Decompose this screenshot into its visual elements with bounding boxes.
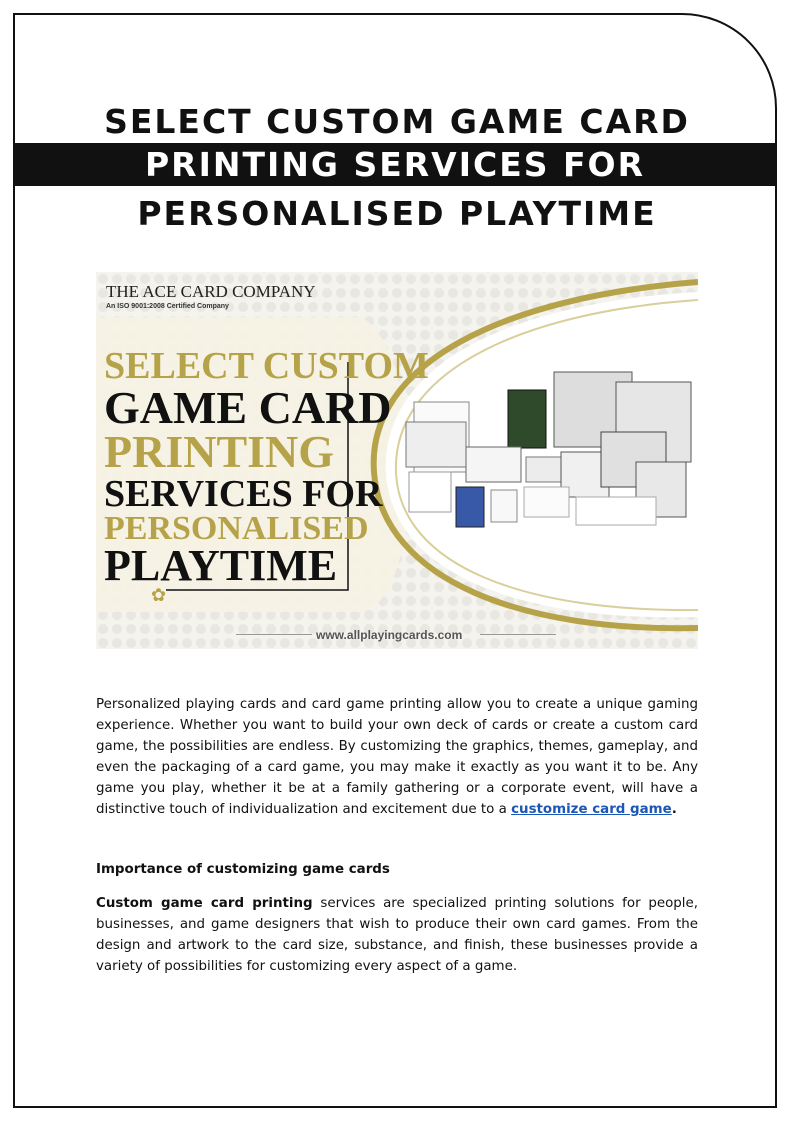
section-paragraph bbox=[96, 893, 698, 977]
banner-line-2: GAME CARD bbox=[104, 382, 392, 433]
banner-url: www.allplayingcards.com bbox=[316, 628, 463, 642]
title-line-3: PERSONALISED PLAYTIME bbox=[137, 194, 657, 233]
title-line-1: SELECT CUSTOM GAME CARD bbox=[104, 102, 690, 141]
section-heading: Importance of customizing game cards bbox=[96, 862, 390, 877]
url-divider-left bbox=[236, 634, 312, 635]
intro-text: Personalized playing cards and card game printing allow you to create a unique gaming experience. Whether you want to build your own deck of cards or create a custom card game, the possibilities are endless. By customizing the graphics, themes, gameplay, and even the packaging of a card game, you may make it exactly as you want it to be. Any game you play, whether it be at a family gathering or a corporate event, will have a distinctive touch of individualization and excitement due to a bbox=[96, 697, 698, 817]
title-line-2: PRINTING SERVICES FOR bbox=[13, 143, 777, 186]
flower-icon: ✿ bbox=[151, 585, 167, 605]
paragraph-bold-lead: Custom game card printing bbox=[96, 896, 313, 911]
banner-line-3: PRINTING bbox=[104, 426, 335, 477]
customize-card-game-link[interactable]: customize card game bbox=[511, 802, 672, 817]
banner-line-6: PLAYTIME bbox=[104, 541, 338, 590]
intro-paragraph bbox=[96, 694, 698, 820]
banner-line-4: SERVICES FOR bbox=[104, 473, 383, 515]
paragraph-text: services are specialized printing solutions for people, businesses, and game designers that wish to produce their own card games. From the design and artwork to the card size, substance, and finish, these businesses provide a variety of possibilities for customizing every aspect of a game. bbox=[96, 896, 698, 974]
banner-company-name: THE ACE CARD COMPANY bbox=[106, 282, 316, 301]
intro-end: . bbox=[671, 802, 677, 817]
banner-line-1: SELECT CUSTOM bbox=[104, 345, 429, 387]
banner-line-5: PERSONALISED bbox=[104, 510, 369, 547]
url-divider-right bbox=[480, 634, 556, 635]
banner-iso-text: An ISO 9001:2008 Certified Company bbox=[106, 303, 229, 310]
hero-banner-image bbox=[96, 272, 698, 649]
